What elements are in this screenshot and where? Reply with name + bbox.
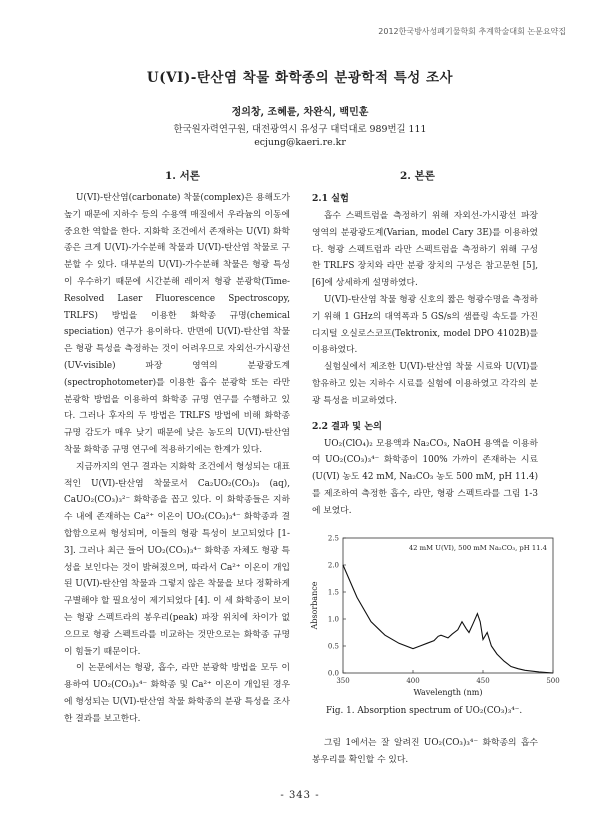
author-list: 정의창, 조혜륜, 차완식, 백민훈 <box>231 107 369 118</box>
subsection-heading: 2.2 결과 및 논의 <box>312 420 382 432</box>
y-tick-label: 2.5 <box>327 534 339 543</box>
intro-paragraph: 지금까지의 연구 결과는 지화학 조건에서 형성되는 대표적인 U(VI)-탄산염 착물로서 Ca₂UO₂(CO₃)₃ (aq), CaUO₂(CO₃)₃²⁻ 화학종을 꼽고 있다. 이 화학종들은 지하수 내에 존재하는 Ca²⁺ 이온이 UO₂(CO₃)₃⁴⁻ 화학종과 결합함으로써 형성되며, 이들의 형광 특성이 보고되었다 [1-3]. 그러나 최근 들어 UO₂(CO₃)₃⁴⁻ 화학종 자체도 형광 특성을 보인다는 것이 밝혀졌으며, 따라서 Ca²⁺ 이온이 개입된 U(VI)-탄산염 착물과 그렇지 않은 착물을 보다 정확하게 구별해야 할 필요성이 제기되었다 [4]. 이 세 화학종이 보이는 형광 스펙트라의 봉우리(peak) 파장 위치에 차이가 없으므로 형광 스펙트라를 비교하는 것만으로는 화학종 규명이 힘들기 때문이다. <box>64 461 290 657</box>
y-tick-label: 0.0 <box>327 669 339 678</box>
y-tick-label: 1.0 <box>327 615 339 624</box>
chart-annotation: 42 mM U(VI), 500 mM Na₂CO₃, pH 11.4 <box>408 544 547 552</box>
y-tick-label: 2.0 <box>327 561 339 570</box>
intro-paragraph: U(VI)-탄산염(carbonate) 착물(complex)은 용해도가 높기 때문에 지하수 등의 수용액 매질에서 우라늄의 이동에 중요한 역할을 한다. 지화학 조건에서 존재하는 U(VI) 화학종은 크게 U(VI)-가수분해 착물과 U(VI)-탄산염 착물로 구분할 수 있다. 대부분의 U(VI)-가수분해 착물은 형광 특성이 우수하기 때문에 시간분해 레이저 형광 분광학(Time-Resolved Laser Fluorescence Spectroscopy, TRLFS) 방법을 이용한 화학종 규명(chemical speciation) 연구가 용이하다. 반면에 U(VI)-탄산염 착물은 형광 특성을 측정하는 것이 어려우므로 자외선-가시광선(UV-visible) 파장 영역의 분광광도계(spectrophotometer)를 이용한 흡수 분광학 또는 라만 분광학 방법을 이용하여 화학종 규명 연구를 수행하고 있다. 그러나 후자의 두 방법은 TRLFS 방법에 비해 화학종 규명 감도가 매우 낮기 때문에 낮은 농도의 U(VI)-탄산염 착물 화학종 규명 연구에 적용하기에는 한계가 있다. <box>64 193 290 455</box>
author-email: ecjung@kaeri.re.kr <box>254 137 346 148</box>
body-paragraph: 그림 1에서는 잘 알려진 UO₂(CO₃)₃⁴⁻ 화학종의 흡수 봉우리를 확인할 수 있다. <box>312 738 538 765</box>
absorbance-series-line <box>343 565 553 673</box>
body-paragraph: UO₂(ClO₄)₂ 모용액과 Na₂CO₃, NaOH 용액을 이용하여 UO₂(CO₃)₃⁴⁻ 화학종이 100% 가까이 존재하는 시료(U(VI) 농도 42 mM, Na₂CO₃ 농도 500 mM, pH 11.4)를 제조하여 측정한 흡수, 라만, 형광 스펙트라를 그림 1-3에 보였다. <box>312 438 538 516</box>
plot-frame <box>343 538 553 673</box>
section-heading-intro: 1. 서론 <box>165 170 200 182</box>
absorption-spectrum-chart <box>305 528 595 708</box>
subsection-heading: 2.1 실험 <box>312 193 349 204</box>
y-tick-label: 1.5 <box>327 588 339 597</box>
figure-caption: Fig. 1. Absorption spectrum of UO₂(CO₃)₃⁴⁻. <box>326 706 523 716</box>
y-tick-label: 0.5 <box>327 642 339 651</box>
x-tick-label: 500 <box>546 677 560 685</box>
affiliation: 한국원자력연구원, 대전광역시 유성구 대덕대로 989번길 111 <box>173 124 427 135</box>
body-paragraph: 흡수 스펙트럼을 측정하기 위해 자외선-가시광선 파장 영역의 분광광도계(Varian, model Cary 3E)를 이용하였다. 형광 스펙트럼과 라만 스펙트럼을 측정하기 위해 구성한 TRLFS 장치와 라만 분광 장치의 구성은 참고문헌 [5], [6]에 상세하게 설명하였다. <box>312 211 538 289</box>
body-column <box>312 190 538 520</box>
x-tick-label: 350 <box>336 677 350 685</box>
x-tick-label: 450 <box>476 677 490 685</box>
x-axis-label: Wavelength (nm) <box>413 688 483 697</box>
paper-title: U(VI)-탄산염 착물 화학종의 분광학적 특성 조사 <box>146 70 454 86</box>
y-axis-label: Absorbance <box>310 581 319 630</box>
page-number: - 343 - <box>280 790 320 801</box>
intro-column <box>64 190 290 728</box>
body-paragraph: 실험실에서 제조한 U(VI)-탄산염 착물 시료와 U(VI)를 함유하고 있는 지하수 시료를 실험에 이용하였고 각각의 분광 특성을 비교하였다. <box>312 362 538 406</box>
section-heading-body: 2. 본론 <box>400 170 435 182</box>
after-figure-text <box>312 735 538 769</box>
intro-paragraph: 이 논문에서는 형광, 흡수, 라만 분광학 방법을 모두 이용하여 UO₂(CO₃)₃⁴⁻ 화학종 및 Ca²⁺ 이온이 개입된 경우에 형성되는 U(VI)-탄산염 착물 화학종의 분광 특성을 조사한 결과를 보고한다. <box>64 663 290 724</box>
body-paragraph: U(VI)-탄산염 착물 형광 신호의 짧은 형광수명을 측정하기 위해 1 GHz의 대역폭과 5 GS/s의 샘플링 속도를 가진 디지털 오실로스코프(Tektronix, model DPO 4102B)를 이용하였다. <box>312 294 538 356</box>
x-tick-label: 400 <box>406 677 420 685</box>
running-header: 2012한국방사성폐기물학회 추계학술대회 논문요약집 <box>378 27 566 36</box>
